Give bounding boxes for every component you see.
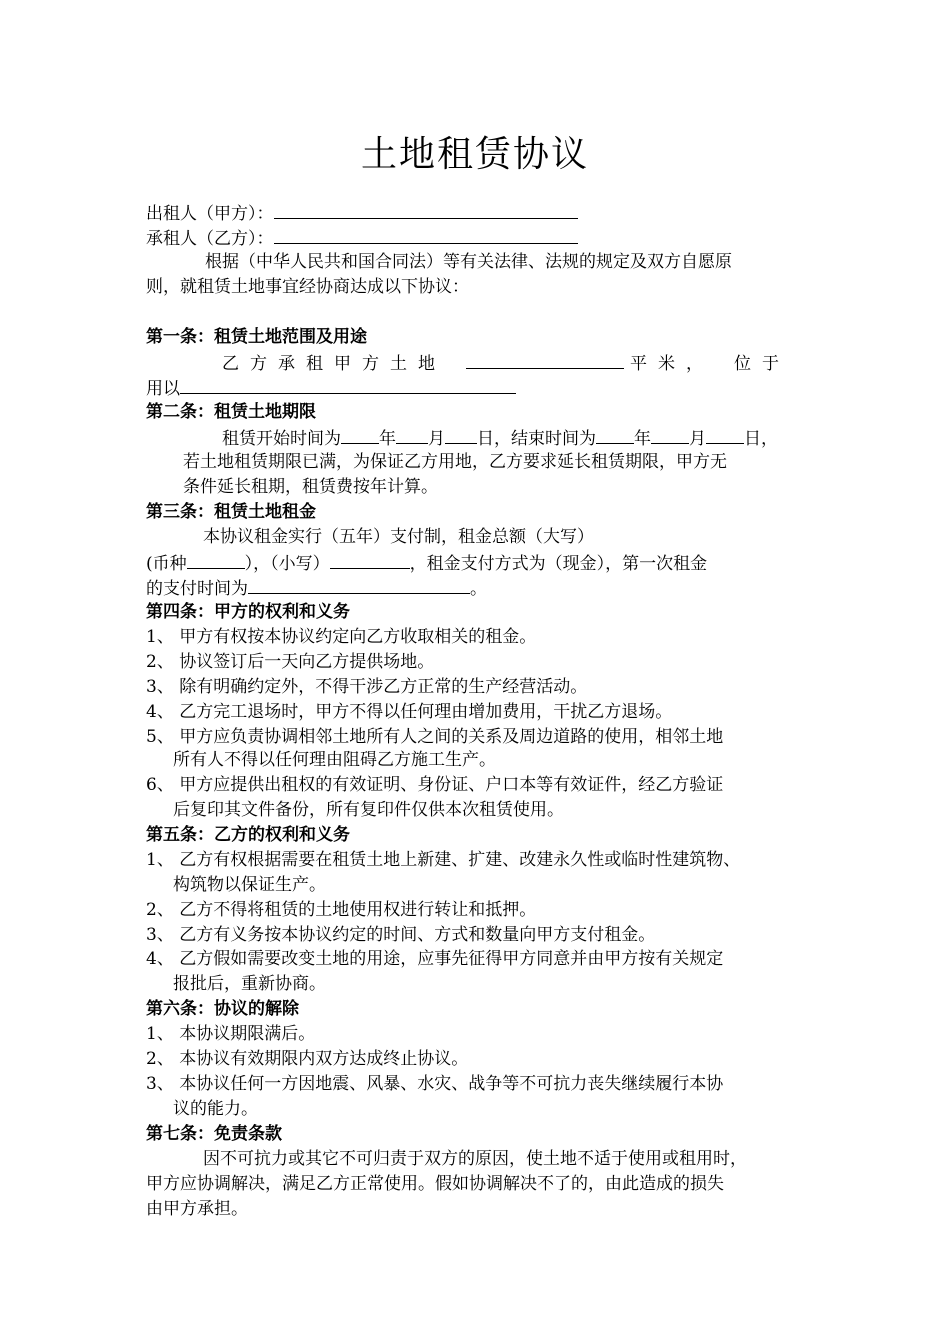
list-item-continuation: 议的能力。 [173,1099,258,1119]
art2-text: 日，结束时间为 [477,429,596,449]
list-item: 5、 甲方应负责协调相邻土地所有人之间的关系及周边道路的使用，相邻土地 [146,727,724,747]
art1-text: 乙方承租甲方土地 [222,354,446,374]
amount-blank [330,550,410,569]
lessee-blank [274,225,578,244]
article-heading: 第四条：甲方的权利和义务 [146,602,350,622]
currency-blank [187,550,245,569]
art1-unit: 平米， [630,354,714,374]
art3-text: ，租金支付方式为（现金），第一次租金 [409,554,708,574]
list-item: 1、 本协议期限满后。 [146,1024,316,1044]
lessee-label: 承租人（乙方）： [146,229,274,249]
art7-line: 由甲方承担。 [146,1199,248,1219]
art2-line: 若土地租赁期限已满，为保证乙方用地，乙方要求延长租赁期限，甲方无 [183,452,727,472]
art2-text: 年 [634,429,651,449]
article-heading: 第二条：租赁土地期限 [146,402,316,422]
start-year-blank [341,425,379,444]
art2-text: 租赁开始时间为 [222,429,341,449]
art3-text: 。 [470,579,487,599]
art3-text: (币种 [146,554,187,574]
art3-line [146,575,487,601]
list-item: 6、 甲方应提供出租权的有效证明、身份证、户口本等有效证件，经乙方验证 [146,775,724,795]
art2-text: 月 [428,429,445,449]
art1-use-label: 用以 [146,379,180,399]
use-blank [180,375,516,394]
lessor-blank [274,200,578,219]
list-item: 2、 乙方不得将租赁的土地使用权进行转让和抵押。 [146,900,537,920]
art2-text: 日， [744,429,778,449]
list-item: 3、 除有明确约定外，不得干涉乙方正常的生产经营活动。 [146,677,588,697]
art1-location: 位于 [734,354,790,374]
area-blank [466,350,624,369]
end-month-blank [651,425,689,444]
start-day-blank [445,425,477,444]
intro-line: 则，就租赁土地事宜经协商达成以下协议： [146,277,469,297]
list-item: 1、 甲方有权按本协议约定向乙方收取相关的租金。 [146,627,537,647]
document-title: 土地租赁协议 [360,134,589,175]
art7-line: 因不可抗力或其它不可归责于双方的原因，使土地不适于使用或租用时， [203,1149,747,1169]
art3-text: ），（小写） [244,554,330,574]
list-item: 4、 乙方假如需要改变土地的用途，应事先征得甲方同意并由甲方按有关规定 [146,949,724,969]
lessor-label: 出租人（甲方）： [146,204,274,224]
art3-text: 的支付时间为 [146,579,248,599]
art2-text: 月 [689,429,706,449]
list-item: 1、 乙方有权根据需要在租赁土地上新建、扩建、改建永久性或临时性建筑物、 [146,850,741,870]
list-item: 2、 本协议有效期限内双方达成终止协议。 [146,1049,469,1069]
art2-line: 条件延长租期，租赁费按年计算。 [183,477,438,497]
list-item-continuation: 构筑物以保证生产。 [173,875,326,895]
article-heading: 第六条：协议的解除 [146,999,299,1019]
end-day-blank [706,425,744,444]
list-item-continuation: 所有人不得以任何理由阻碍乙方施工生产。 [173,750,496,770]
list-item: 3、 本协议任何一方因地震、风暴、水灾、战争等不可抗力丧失继续履行本协 [146,1074,724,1094]
art3-line: 本协议租金实行（五年）支付制，租金总额（大写） [203,527,594,547]
art2-line [222,425,778,451]
art1-line [146,375,516,401]
article-heading: 第三条：租赁土地租金 [146,502,316,522]
list-item: 3、 乙方有义务按本协议约定的时间、方式和数量向甲方支付租金。 [146,925,656,945]
list-item-continuation: 后复印其文件备份，所有复印件仅供本次租赁使用。 [173,800,564,820]
art3-line [146,550,707,576]
pay-date-blank [248,575,470,594]
lessor-line [146,200,578,226]
art7-line: 甲方应协调解决，满足乙方正常使用。假如协调解决不了的，由此造成的损失 [146,1174,724,1194]
intro-line: 根据（中华人民共和国合同法）等有关法律、法规的规定及双方自愿原 [205,252,732,272]
list-item: 4、 乙方完工退场时，甲方不得以任何理由增加费用，干扰乙方退场。 [146,702,673,722]
article-heading: 第七条：免责条款 [146,1124,282,1144]
art1-line [222,350,790,376]
list-item: 2、 协议签订后一天向乙方提供场地。 [146,652,435,672]
article-heading: 第五条：乙方的权利和义务 [146,825,350,845]
art2-text: 年 [379,429,396,449]
list-item-continuation: 报批后，重新协商。 [173,974,326,994]
start-month-blank [396,425,428,444]
article-heading: 第一条：租赁土地范围及用途 [146,327,367,347]
lessee-line [146,225,578,251]
end-year-blank [596,425,634,444]
